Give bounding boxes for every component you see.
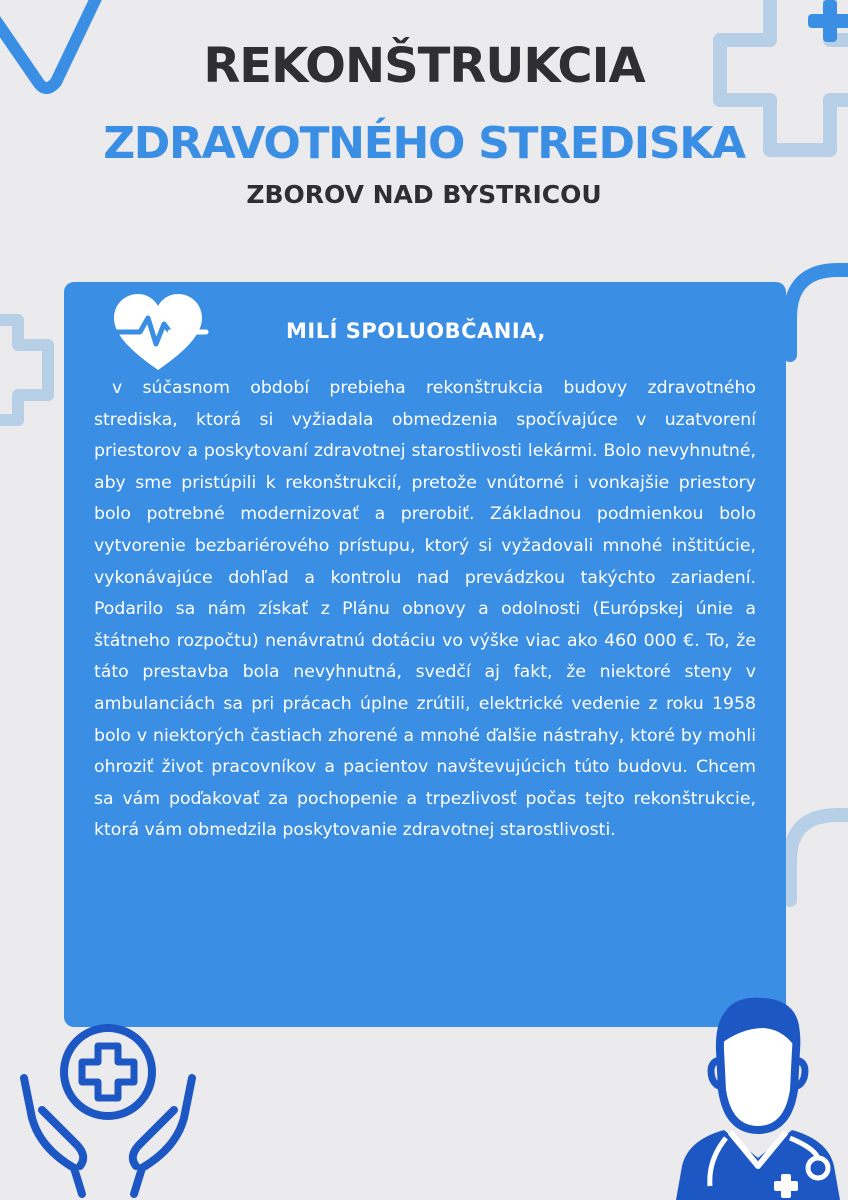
message-body: v súčasnom období prebieha rekonštrukcia budovy zdravotného strediska, ktorá si vyžiadala obmedzenia spočívajúce v uzatvorení priestorov a poskytovaní zdravotnej starostlivosti lekármi. Bolo nevyhnutné, aby sme pristúpili k rekonštrukcií, pretože vnútorné i vonkajšie priestory bolo potrebné modernizovať a prerobiť. Základnou podmienkou bolo vytvorenie bezbariérového prístupu, ktorý si vyžadovali mnohé inštitúcie, vykonávajúce dohľad a kontrolu nad prevádzkou takýchto zariadení. Podarilo sa nám získať z Plánu obnovy a odolnosti (Európskej únie a štátneho rozpočtu) nenávratnú dotáciu vo výške viac ako 460 000 €. To, že táto prestavba bola nevyhnutná, svedčí aj fakt, že niektoré steny v ambulanciách sa pri prácach úplne zrútili, elektrické vedenie z roku 1958 bolo v niektorých častiach zhorené a mnohé ďalšie nástrahy, ktoré by mohli ohroziť život pracovníkov a pacientov navštevujúcich túto budovu. Chcem sa vám poďakovať za pochopenie a trpezlivosť počas tejto rekonštrukcie, ktorá vám obmedzila poskytovanie zdravotnej starostlivosti. <box>94 378 756 841</box>
page-title: REKONŠTRUKCIA <box>203 38 645 94</box>
page-subtitle: ZDRAVOTNÉHO STREDISKA <box>103 118 745 169</box>
greeting-heading: MILÍ SPOLUOBČANIA, <box>286 319 546 343</box>
heart-pulse-icon <box>106 288 210 378</box>
hands-cross-icon <box>18 1018 198 1200</box>
location-title: ZBOROV NAD BYSTRICOU <box>246 180 602 209</box>
doctor-icon <box>668 990 848 1200</box>
medical-cross-icon <box>0 320 48 420</box>
